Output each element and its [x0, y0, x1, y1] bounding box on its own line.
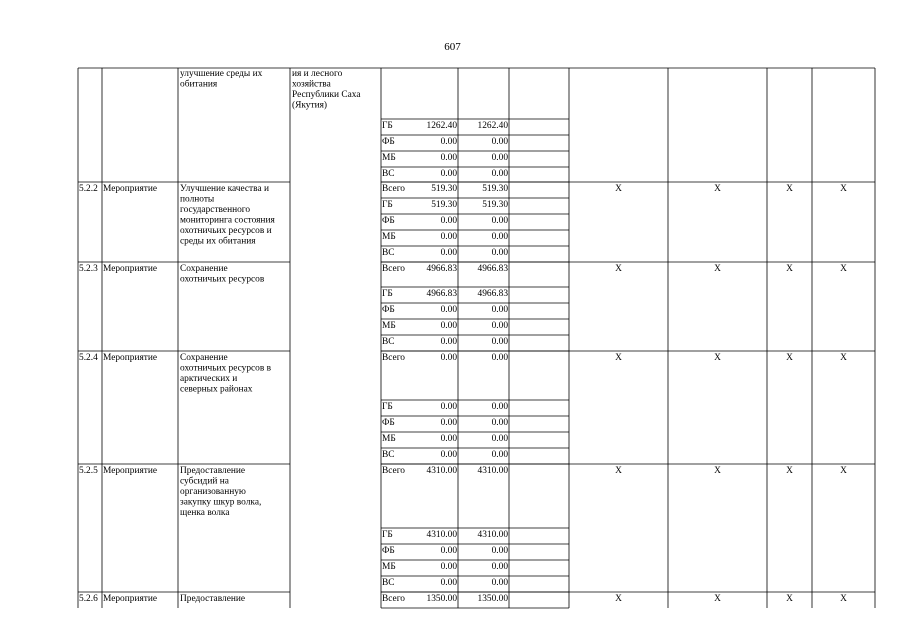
- funding-value: 0.00: [440, 137, 457, 147]
- funding-value: 0.00: [491, 353, 508, 363]
- measure-type: Мероприятие: [103, 184, 158, 194]
- measure-type: Мероприятие: [103, 264, 158, 274]
- measure-type: Мероприятие: [103, 594, 158, 604]
- executor-line: ия и лесного: [292, 69, 343, 79]
- funding-value: 0.00: [491, 321, 508, 331]
- funding-value: 0.00: [440, 248, 457, 258]
- measure-name-line: Сохранение: [180, 353, 228, 363]
- measure-name-line: Улучшение качества и: [180, 184, 269, 194]
- funding-source: МБ: [382, 321, 396, 331]
- funding-source: ВС: [382, 337, 395, 347]
- funding-value: 0.00: [440, 546, 457, 556]
- measure-name-line: среды их обитания: [180, 236, 256, 247]
- funding-value: 0.00: [491, 305, 508, 315]
- funding-value: 4310.00: [426, 530, 457, 540]
- measure-name-line: щенка волка: [180, 508, 230, 518]
- funding-value: 0.00: [440, 562, 457, 572]
- measure-name-line: охотничьих ресурсов и: [180, 226, 272, 236]
- x-mark: X: [615, 353, 622, 363]
- measure-number: 5.2.5: [79, 466, 98, 476]
- x-mark: X: [615, 466, 622, 476]
- x-mark: X: [714, 184, 721, 194]
- funding-source: Всего: [382, 264, 405, 274]
- measure-name-line: северных районах: [180, 384, 253, 395]
- funding-value: 0.00: [440, 353, 457, 363]
- x-mark: X: [786, 466, 793, 476]
- funding-value: 0.00: [440, 337, 457, 347]
- funding-value: 4966.83: [477, 264, 508, 274]
- funding-value: 0.00: [491, 562, 508, 572]
- funding-value: 4310.00: [477, 530, 508, 540]
- funding-value: 0.00: [491, 337, 508, 347]
- funding-source: ГБ: [382, 200, 393, 210]
- funding-value: 4966.83: [426, 289, 457, 299]
- funding-value: 0.00: [440, 434, 457, 444]
- funding-value: 0.00: [440, 450, 457, 460]
- measure-name-line: охотничьих ресурсов: [180, 274, 265, 285]
- funding-value: 4310.00: [477, 466, 508, 476]
- x-mark: X: [615, 594, 622, 604]
- x-mark: X: [714, 466, 721, 476]
- funding-value: 0.00: [440, 305, 457, 315]
- x-mark: X: [840, 264, 847, 274]
- funding-value: 1262.40: [477, 121, 508, 131]
- funding-value: 519.30: [431, 184, 457, 194]
- measure-name-line: охотничьих ресурсов в: [180, 363, 272, 374]
- x-mark: X: [840, 184, 847, 194]
- funding-source: МБ: [382, 434, 396, 444]
- funding-value: 0.00: [491, 418, 508, 428]
- x-mark: X: [840, 594, 847, 604]
- measure-name-line: государственного: [180, 205, 251, 215]
- funding-value: 519.30: [431, 200, 457, 210]
- measure-name-line: закупку шкур волка,: [180, 497, 262, 508]
- x-mark: X: [714, 353, 721, 363]
- measure-number: 5.2.3: [79, 264, 98, 274]
- funding-source: ГБ: [382, 121, 393, 131]
- funding-source: МБ: [382, 232, 396, 242]
- funding-value: 0.00: [440, 216, 457, 226]
- executor-line: Республики Саха: [292, 90, 361, 100]
- x-mark: X: [786, 184, 793, 194]
- funding-value: 4966.83: [426, 264, 457, 274]
- funding-source: ГБ: [382, 289, 393, 299]
- measure-name-line: организованную: [180, 487, 246, 497]
- measure-number: 5.2.2: [79, 184, 98, 194]
- measure-name-line: улучшение среды их: [180, 69, 263, 79]
- funding-source: Всего: [382, 184, 405, 194]
- measure-name-line: обитания: [180, 79, 218, 90]
- funding-value: 1262.40: [426, 121, 457, 131]
- funding-value: 0.00: [491, 546, 508, 556]
- x-mark: X: [615, 264, 622, 274]
- funding-source: Всего: [382, 353, 405, 363]
- funding-value: 1350.00: [426, 594, 457, 604]
- funding-value: 0.00: [491, 153, 508, 163]
- funding-value: 0.00: [440, 578, 457, 588]
- x-mark: X: [840, 466, 847, 476]
- x-mark: X: [786, 353, 793, 363]
- funding-value: 0.00: [440, 153, 457, 163]
- measure-name-line: мониторинга состояния: [180, 215, 275, 226]
- funding-value: 0.00: [440, 402, 457, 412]
- page-number: 607: [444, 41, 461, 53]
- funding-source: ФБ: [382, 546, 395, 556]
- funding-source: Всего: [382, 466, 405, 476]
- x-mark: X: [786, 264, 793, 274]
- funding-source: ВС: [382, 578, 395, 588]
- executor-line: хозяйства: [292, 79, 331, 90]
- funding-source: ГБ: [382, 402, 393, 412]
- x-mark: X: [714, 264, 721, 274]
- x-mark: X: [786, 594, 793, 604]
- funding-value: 0.00: [491, 402, 508, 412]
- measure-name-line: полноты: [180, 194, 215, 205]
- funding-source: ФБ: [382, 216, 395, 226]
- funding-source: МБ: [382, 153, 396, 163]
- funding-source: ГБ: [382, 530, 393, 540]
- funding-source: МБ: [382, 562, 396, 572]
- measure-number: 5.2.6: [79, 594, 98, 604]
- funding-source: ФБ: [382, 137, 395, 147]
- measure-type: Мероприятие: [103, 353, 158, 363]
- funding-value: 0.00: [440, 169, 457, 179]
- executor-line: (Якутия): [292, 100, 328, 111]
- funding-value: 0.00: [491, 216, 508, 226]
- funding-value: 0.00: [491, 137, 508, 147]
- funding-value: 4310.00: [426, 466, 457, 476]
- funding-value: 0.00: [440, 232, 457, 242]
- funding-value: 0.00: [491, 248, 508, 258]
- funding-value: 0.00: [491, 578, 508, 588]
- measure-name-line: Сохранение: [180, 264, 228, 274]
- funding-value: 1350.00: [477, 594, 508, 604]
- funding-source: Всего: [382, 594, 405, 604]
- measure-name-line: субсидий на: [180, 476, 229, 487]
- funding-value: 4966.83: [477, 289, 508, 299]
- funding-value: 0.00: [440, 418, 457, 428]
- x-mark: X: [840, 353, 847, 363]
- funding-value: 0.00: [491, 169, 508, 179]
- x-mark: X: [714, 594, 721, 604]
- funding-source: ФБ: [382, 418, 395, 428]
- funding-value: 0.00: [440, 321, 457, 331]
- funding-value: 0.00: [491, 434, 508, 444]
- funding-value: 0.00: [491, 232, 508, 242]
- funding-source: ВС: [382, 169, 395, 179]
- funding-value: 519.30: [482, 184, 508, 194]
- funding-value: 0.00: [491, 450, 508, 460]
- measure-name-line: Предоставление: [180, 594, 246, 604]
- funding-source: ВС: [382, 450, 395, 460]
- funding-source: ВС: [382, 248, 395, 258]
- funding-value: 519.30: [482, 200, 508, 210]
- x-mark: X: [615, 184, 622, 194]
- measure-name-line: Предоставление: [180, 466, 246, 476]
- funding-source: ФБ: [382, 305, 395, 315]
- measure-type: Мероприятие: [103, 466, 158, 476]
- measure-number: 5.2.4: [79, 353, 98, 363]
- measure-name-line: арктических и: [180, 374, 238, 384]
